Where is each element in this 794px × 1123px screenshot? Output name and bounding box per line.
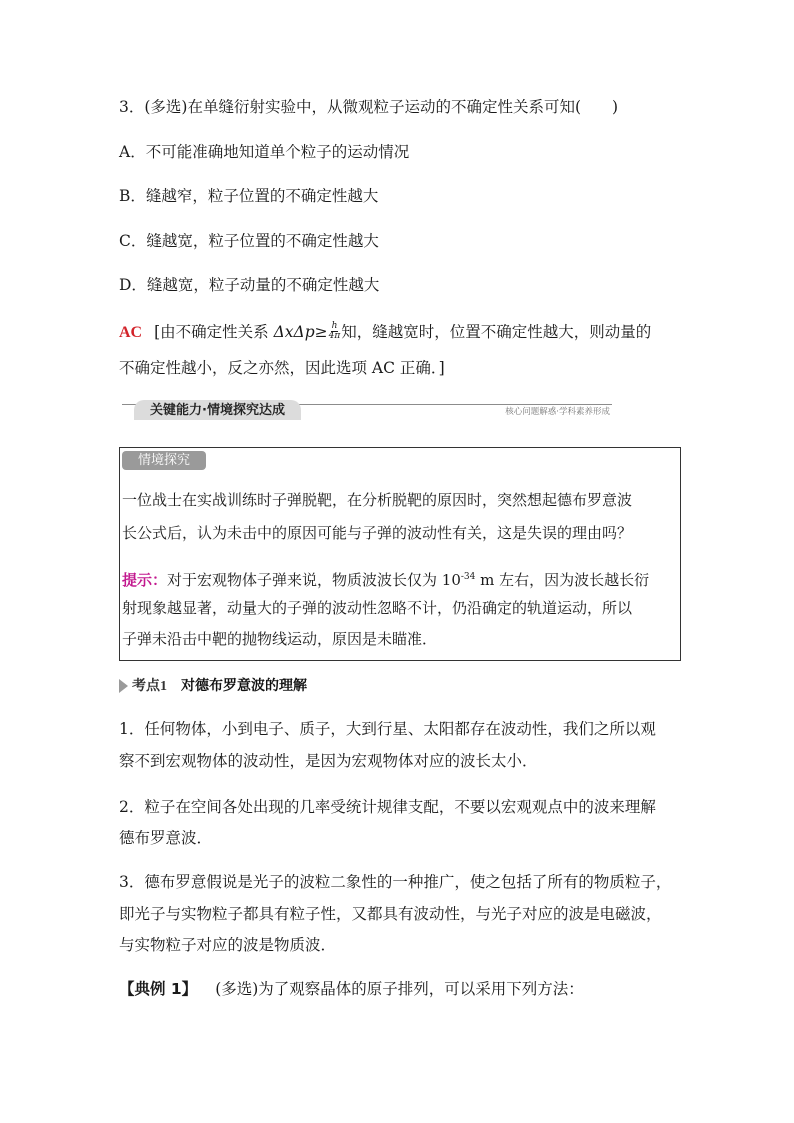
answer-explanation-line1 — [119, 321, 651, 344]
option-b: B．缝越窄，粒子位置的不确定性越大 — [119, 187, 379, 205]
hint1-post: m 左右，因为波长越长衍 — [475, 571, 650, 589]
explain-post: 知，缝越宽时，位置不确定性越大，则动量的 — [341, 323, 652, 341]
point2-line2: 德布罗意波． — [119, 829, 213, 847]
answer-explanation-line2: 不确定性越小，反之亦然，因此选项 AC 正确．] — [119, 359, 445, 377]
frac-numerator: h — [331, 320, 338, 331]
hint-line1 — [122, 566, 649, 591]
answer-key: AC — [119, 324, 143, 341]
option-c: C．缝越宽，粒子位置的不确定性越大 — [119, 232, 379, 250]
point1-line2: 察不到宏观物体的波动性，是因为宏观物体对应的波长太小． — [119, 752, 538, 770]
point3-line2: 即光子与实物粒子都具有粒子性，又都具有波动性，与光子对应的波是电磁波， — [119, 905, 662, 923]
banner-title: 关键能力·情境探究达成 — [134, 400, 301, 420]
option-d: D．缝越宽，粒子动量的不确定性越大 — [119, 276, 380, 294]
context-line1: 一位战士在实战训练时子弹脱靶，在分析脱靶的原因时，突然想起德布罗意波 — [122, 491, 633, 509]
hint-label: 提示： — [122, 571, 168, 589]
example-heading — [119, 978, 584, 1000]
triangle-arrow-icon — [119, 679, 128, 693]
point3-line1: 3．德布罗意假说是光子的波粒二象性的一种推广，使之包括了所有的物质粒子， — [119, 873, 672, 891]
question-stem: 3．(多选)在单缝衍射实验中，从微观粒子运动的不确定性关系可知( ) — [119, 98, 619, 116]
hint-line2: 射现象越显著，动量大的子弹的波动性忽略不计，仍沿确定的轨道运动，所以 — [122, 599, 633, 617]
kaodian-label — [132, 678, 167, 694]
context-line2: 长公式后，认为未击中的原因可能与子弹的波动性有关，这是失误的理由吗？ — [122, 524, 633, 542]
kaodian-label-num: 1 — [160, 679, 167, 694]
frac-denominator: 4π — [328, 330, 341, 341]
option-a: A．不可能准确地知道单个粒子的运动情况 — [119, 143, 410, 161]
h-over-4pi-fraction — [329, 322, 341, 341]
point2-line1: 2．粒子在空间各处出现的几率受统计规律支配，不要以宏观观点中的波来理解 — [119, 798, 656, 816]
kaodian-label-text: 考点 — [132, 678, 160, 694]
example-tag: 【典例 1】 — [119, 980, 198, 998]
kaodian-heading — [119, 676, 307, 697]
point3-line3: 与实物粒子对应的波是物质波． — [119, 936, 337, 954]
hint1-pre: 对于宏观物体子弹来说，物质波波长仅为 10 — [167, 571, 461, 589]
banner-subtitle: 核心问题解惑·学科素养形成 — [505, 407, 610, 417]
context-tag: 情境探究 — [122, 451, 206, 470]
section-banner — [122, 398, 612, 422]
kaodian-title: 对德布罗意波的理解 — [181, 678, 307, 694]
hint-line3: 子弹未沿击中靶的抛物线运动，原因是未瞄准． — [122, 630, 438, 648]
explain-pre: [由不确定性关系 — [154, 323, 274, 341]
example-text: (多选)为了观察晶体的原子排列，可以采用下列方法： — [215, 980, 584, 998]
point1-line1: 1．任何物体，小到电子、质子，大到行星、太阳都存在波动性，我们之所以观 — [119, 720, 656, 738]
hint1-exponent: -34 — [460, 572, 476, 582]
uncertainty-formula: ΔxΔp≥ — [273, 323, 328, 341]
